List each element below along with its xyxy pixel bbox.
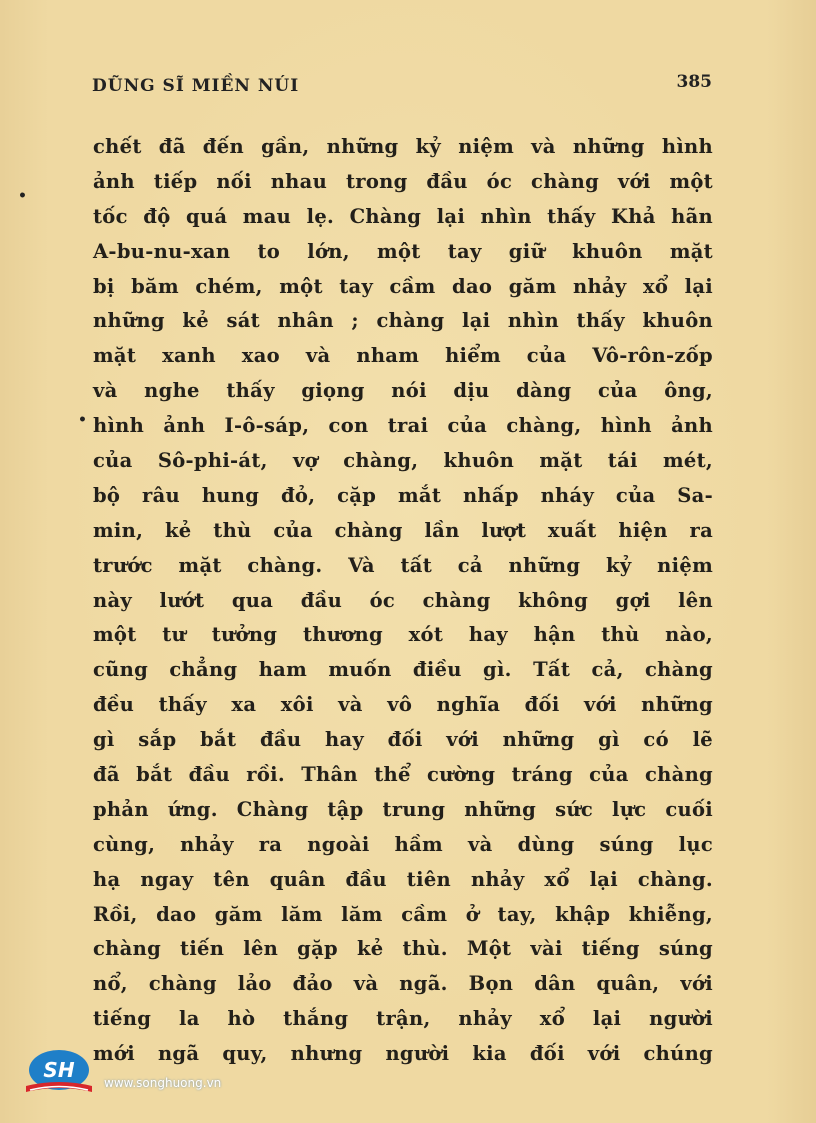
text-line: phản ứng. Chàng tập trung những sức lực cuối	[93, 797, 713, 821]
text-line: đã bắt đầu rồi. Thân thể cường tráng của chàng	[93, 763, 713, 787]
text-line: bị băm chém, một tay cầm dao găm nhảy xổ lại	[93, 274, 713, 298]
text-line: hình ảnh I-ô-sáp, con trai của chàng, hình ảnh	[93, 414, 713, 438]
watermark-url: www.songhuong.vn	[104, 1076, 222, 1090]
text-line: tốc độ quá mau lẹ. Chàng lại nhìn thấy Khả hãn	[93, 204, 713, 228]
songhuong-logo	[22, 1048, 96, 1096]
text-line: chết đã đến gần, những kỷ niệm và những hình	[93, 135, 713, 158]
text-line: Rồi, dao găm lăm lăm cầm ở tay, khập khiễng,	[93, 902, 713, 926]
text-line: mặt xanh xao và nham hiểm của Vô-rôn-zốp	[93, 344, 713, 368]
text-line: trước mặt chàng. Và tất cả những kỷ niệm	[93, 553, 713, 577]
text-line: ảnh tiếp nối nhau trong đầu óc chàng với một	[93, 169, 713, 193]
running-title: DŨNG SĨ MIỀN NÚI	[92, 76, 300, 96]
text-line: nổ, chàng lảo đảo và ngã. Bọn dân quân, với	[93, 972, 713, 996]
logo-letters: SH	[43, 1058, 75, 1082]
margin-mark: •	[18, 188, 27, 204]
text-line: này lướt qua đầu óc chàng không gợi lên	[93, 588, 713, 612]
text-line: một tư tưởng thương xót hay hận thù nào,	[93, 623, 713, 647]
text-line: gì sắp bắt đầu hay đối với những gì có lẽ	[93, 728, 713, 752]
text-line: hạ ngay tên quân đầu tiên nhảy xổ lại chàng.	[93, 867, 713, 891]
margin-mark: •	[78, 412, 87, 428]
text-line: và nghe thấy giọng nói dịu dàng của ông,	[93, 379, 713, 403]
text-line: của Sô-phi-át, vợ chàng, khuôn mặt tái mét,	[93, 449, 713, 473]
text-line: đều thấy xa xôi và vô nghĩa đối với những	[93, 693, 713, 717]
text-line: những kẻ sát nhân ; chàng lại nhìn thấy khuôn	[93, 309, 713, 333]
body-text	[93, 130, 713, 1072]
text-line: mới ngã quy, nhưng người kia đối với chúng	[93, 1042, 713, 1066]
text-line: cũng chẳng ham muốn điều gì. Tất cả, chàng	[93, 658, 713, 682]
page-number: 385	[676, 72, 712, 92]
text-line: min, kẻ thù của chàng lần lượt xuất hiện ra	[93, 518, 713, 542]
text-line: tiếng la hò thắng trận, nhảy xổ lại người	[93, 1007, 713, 1031]
text-line: cùng, nhảy ra ngoài hầm và dùng súng lục	[93, 832, 713, 856]
text-line: chàng tiến lên gặp kẻ thù. Một vài tiếng súng	[93, 937, 713, 961]
running-head	[92, 72, 712, 102]
text-line: A-bu-nu-xan to lớn, một tay giữ khuôn mặt	[93, 239, 713, 263]
text-line: bộ râu hung đỏ, cặp mắt nhấp nháy của Sa-	[93, 483, 713, 507]
